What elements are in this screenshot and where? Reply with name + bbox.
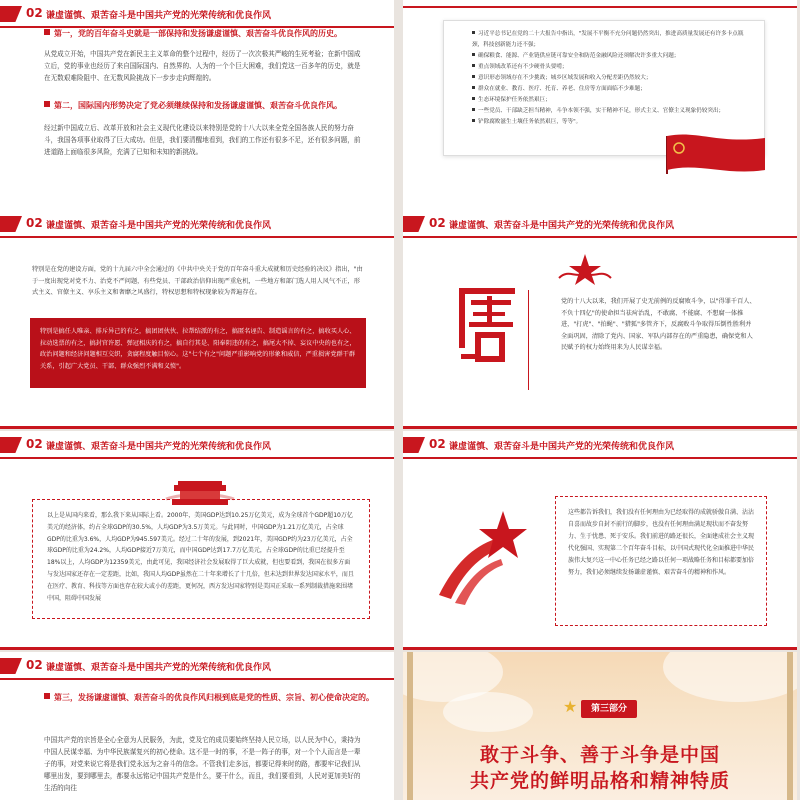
list-item-text: 铲除腐败滋生土壤任务依然艰巨，等等"。 [478, 119, 582, 125]
shooting-star-icon [425, 503, 535, 613]
list-item-text: 确保粮食、能源、产业链供应链可靠安全和防范金融风险还须解决许多重大问题； [478, 53, 680, 59]
section-header [0, 652, 394, 680]
bullet-icon [472, 97, 475, 100]
list-item [472, 62, 754, 73]
headline-line-2: 共产党的鲜明品格和精神特质 [469, 770, 730, 792]
section-title: 谦虚谨慎、艰苦奋斗是中国共产党的光荣传统和优良作风 [46, 221, 272, 231]
bullet-icon [44, 693, 50, 699]
lian-character-icon [453, 282, 521, 372]
section-title: 谦虚谨慎、艰苦奋斗是中国共产党的光荣传统和优良作风 [46, 11, 272, 21]
list-item-text: 重点领域改革还有不少硬骨头要啃； [478, 64, 568, 70]
slide-2 [403, 0, 797, 214]
bottom-rule [403, 647, 797, 650]
slide-7 [0, 652, 394, 800]
bullet-icon [44, 29, 50, 35]
party-flag-icon [657, 130, 767, 178]
list-item-text: 意识形态领域存在不少挑战；城乡区域发展和收入分配差距仍然较大； [478, 75, 652, 81]
header-rule [403, 457, 797, 459]
paragraph: 中国共产党的宗旨是全心全意为人民服务，为此，党及它的成员要始终坚持人民立场，以人民为中心，秉持为中国人民谋幸福、为中华民族谋复兴的初心使命。这不是一时的事，不是一阵子的事，对一个个人而言是一辈子的事，对党来说它将是我们党永远为之奋斗的信念。不管我们走多远，都要记得来时的路，都要牢记我们从哪里出发，要到哪里去，都要永远铭记中国共产党是什么，要干什么，而且，我们要看到，人民对更加美好的生活的向往 [44, 736, 361, 792]
gold-star-icon: ★ [563, 697, 578, 716]
header-tag [0, 437, 22, 453]
header-rule [0, 457, 394, 459]
slide-8-cover [403, 652, 797, 800]
list-item [472, 73, 754, 84]
header-rule [0, 678, 394, 680]
point-one-text: 第一，党的百年奋斗史就是一部保持和发扬谦虚谨慎、艰苦奋斗优良作风的历史。 [54, 29, 342, 38]
slide-6 [403, 431, 797, 650]
header-tag [0, 6, 22, 22]
bullet-icon [472, 119, 475, 122]
highlight-box [30, 318, 366, 388]
headline-line-1: 敢于斗争、善于斗争是中国 [479, 744, 720, 766]
section-header [0, 210, 394, 238]
divider [528, 290, 529, 390]
bullet-icon [472, 64, 475, 67]
bottom-rule [0, 426, 394, 429]
bullet-icon [472, 75, 475, 78]
bottom-rule [403, 426, 797, 429]
header-tag [403, 216, 425, 232]
point-two-text: 第二，国际国内形势决定了党必须继续保持和发扬谦虚谨慎、艰苦奋斗优良作风。 [54, 101, 342, 110]
section-number: 02 [26, 216, 43, 230]
section-number: 02 [429, 216, 446, 230]
list-item [472, 29, 754, 51]
section-header [403, 0, 797, 8]
header-rule [403, 236, 797, 238]
section-title: 谦虚谨慎、艰苦奋斗是中国共产党的光荣传统和优良作风 [46, 663, 272, 673]
section-header [0, 431, 394, 459]
bullet-icon [44, 101, 50, 107]
list-item [472, 106, 754, 117]
section-header [0, 0, 394, 28]
paragraph-two: 经过新中国成立后、改革开放和社会主义现代化建设以来特别是党的十八大以来全党全国各族人民的努力奋斗，我国各项事业取得了巨大成功。但是，我们要清醒地看到，我们的工作还有很多不足，还有很多问题，前进道路上面临很多风险，充满了已知和未知的新挑战。 [44, 124, 361, 156]
section-number: 02 [26, 658, 43, 672]
list-item [472, 117, 754, 128]
list-item-text: 一些党员、干部缺乏担当精神，斗争本领不强，实干精神不足，形式主义、官僚主义现象仍较突出； [478, 108, 725, 114]
paragraph-one: 特别是在党的建设方面，党的十九届六中全会通过的《中共中央关于党的百年奋斗重大成就和历史经验的决议》指出，"由于一度出现党对党不力、治党不严问题，有些党员、干部政治信仰出现严重危机，一些地方和部门选人用人风气不正，形式主义、官僚主义、享乐主义和奢靡之风盛行，特权思想和特权现象较为普遍存在。 [32, 266, 363, 296]
bullet-icon [472, 108, 475, 111]
bullet-icon [472, 31, 475, 34]
header-tag [0, 658, 22, 674]
cloud-decoration [663, 652, 797, 702]
content-box [32, 499, 370, 619]
point-three [44, 692, 374, 704]
section-title: 谦虚谨慎、艰苦奋斗是中国共产党的光荣传统和优良作风 [449, 221, 675, 231]
list-item-text: 生态环境保护任务依然艰巨； [478, 97, 551, 103]
highlight-text: 特别是搞任人唯亲、排斥异己的有之，搞团团伙伙、拉帮结派的有之，搞匿名诬告、制造谣言的有之，搞收买人心、拉动选票的有之，搞封官许愿、弹冠相庆的有之，搞自行其是、阳奉阴违的有之，搞尾大不掉、妄议中央的也有之，政治问题和经济问题相互交织，贪腐程度触目惊心。这"七个有之"问题严重影响党的形象和威信，严重损害党群干群关系，引起广大党员、干部、群众强烈不满和义愤"。 [40, 328, 356, 370]
slide-4 [403, 210, 797, 429]
paragraph: 党的十八大以来，我们开展了史无前例的反腐败斗争，以"得罪千百人、不负十四亿"的使命担当祛疴治乱，不敢腐、不能腐、不想腐一体推进，"打虎"、"拍蝇"、"猎狐"多管齐下，反腐败斗争取得压倒性胜利并全面巩固，清除了党内、国家、军队内部存在的严重隐患，确保党和人民赋予的权力始终用来为人民谋幸福。 [561, 298, 756, 351]
section-header [403, 431, 797, 459]
part-badge: 第三部分 [581, 700, 637, 718]
lian-graphic [453, 282, 521, 372]
cloud-decoration [443, 692, 533, 732]
point-three-text: 第三，发扬谦虚谨慎、艰苦奋斗的优良作风归根到底是党的性质、宗旨、初心使命决定的。 [54, 693, 374, 702]
paragraph: 这些都告诉我们，我们没有任何理由为已经取得的成就骄傲自满、沾沾自喜而故步自封不前行的脚步，也没有任何理由满足现状而不奋发努力、生于忧患、死于安乐。我们前进的路还很长，全面建成社会主义现代化强国、实现第二个百年奋斗目标，以中国式现代化全面推进中华民族伟大复兴这一中心任务已经之路以任何一项战略任务和目标都要加倍努力，我们必须继续发扬谦虚谨慎、艰苦奋斗的精神和作风。 [568, 509, 755, 576]
paragraph-one: 从党成立开始，中国共产党在新民主主义革命的整个过程中，经历了一次次极其严峻的生死考验；在新中国成立后，党的事业也经历了来自国际国内、自然界的、人为的一个个巨大困难，我们党这一百多年的历史，就是在无数艰难险阻中、在无数风险挑战下一步步走向辉煌的。 [44, 50, 361, 82]
bullet-icon [472, 86, 475, 89]
section-number: 02 [429, 437, 446, 451]
header-rule [403, 6, 797, 8]
list-item-text: 群众在就业、教育、医疗、托育、养老、住房等方面面临不少难题； [478, 86, 646, 92]
section-header [403, 210, 797, 238]
header-tag [0, 216, 22, 232]
slide-1 [0, 0, 394, 214]
section-number: 02 [26, 437, 43, 451]
paragraph: 以上是从国内来看，那么我下来从国际上看。2000年，美国GDP达到10.25万亿美元，成为全球首个GDP超10万亿美元的经济体，约占全球GDP的30.5%，人均GDP为3.5万美元。与此同时，中国GDP为1.21万亿美元，占全球GDP的比重为3.6%，人均GDP为945.597美元。经过二十年的发展，到2021年，美国GDP约为23万亿美元，占全球GDP的比重为24.2%，人均GDP接近7万美元，而中国GDP达到17.7万亿美元，占全球GDP的比重已经提升至18%以上，人均GDP为12359美元，由此可见，我国经济社会发展取得了巨大成就，但也要看到，我国在很多方面与发达国家还存在一定差距，比如，我国人均GDP虽然在二十年来增长了十几倍，但未达到世界发达国家水平，而且在医疗、教育、科技等方面也存在较大或小的差距，更何况，西方发达国家特别是美国正采取一系列制裁措施来围堵中国，阻碍中国发展 [47, 512, 354, 602]
point-two [44, 100, 374, 112]
slide-3 [0, 210, 394, 429]
header-rule [0, 236, 394, 238]
bullet-icon [472, 53, 475, 56]
section-number: 02 [26, 6, 43, 20]
list-item [472, 51, 754, 62]
list-item-text: 习近平总书记在党的二十大报告中指出，"发展不平衡不充分问题仍然突出，推进高质量发展还有许多卡点瓶颈，科技创新能力还不强； [472, 31, 744, 48]
content-box [555, 496, 767, 626]
point-one [44, 28, 374, 40]
section-title: 谦虚谨慎、艰苦奋斗是中国共产党的光荣传统和优良作风 [449, 442, 675, 452]
list-item [472, 84, 754, 95]
bottom-rule [0, 647, 394, 650]
section-title: 谦虚谨慎、艰苦奋斗是中国共产党的光荣传统和优良作风 [46, 442, 272, 452]
slide-5 [0, 431, 394, 650]
star-emblem-icon [555, 250, 615, 290]
list-item [472, 95, 754, 106]
header-tag [403, 437, 425, 453]
